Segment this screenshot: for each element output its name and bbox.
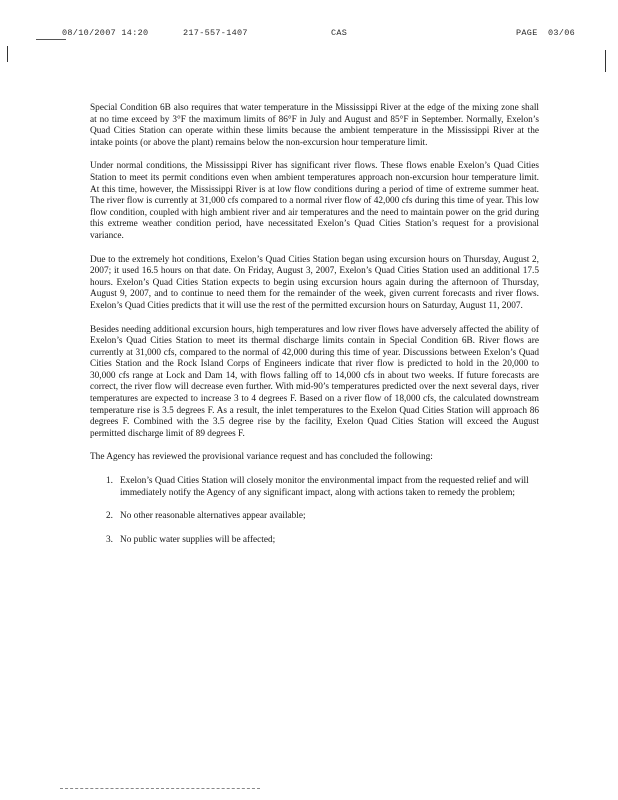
left-edge-mark <box>7 46 8 62</box>
conclusion-list <box>90 476 539 546</box>
fax-datetime: 08/10/2007 14:20 <box>62 28 149 38</box>
paragraph-normal-conditions: Under normal conditions, the Mississippi River has significant river flows. These flows enable Exelon’s Quad Cities Station to meet its permit conditions even when ambient temperatures approach non-excursion hour temperature limit. At this time, however, the Mississippi River is at low flow conditions during a period of time of extreme summer heat. The river flow is currently at 31,000 cfs compared to a normal river flow of 42,000 cfs during this time of year. This low flow condition, coupled with high ambient river and air temperatures and the need to maintain power on the grid during this extreme weather condition period, have necessitated Exelon’s Quad Cities Station’s request for a provisional variance. <box>90 161 539 241</box>
fax-page-number: 03/06 <box>548 28 576 38</box>
paragraph-special-condition: Special Condition 6B also requires that water temperature in the Mississippi River at the edge of the mixing zone shall at no time exceed by 3°F the maximum limits of 86°F in July and August and 85°F in September. Normally, Exelon’s Quad Cities Station can operate within these limits because the ambient temperature in the Mississippi River at the intake points (or above the plant) remains below the non-excursion hour temperature limit. <box>90 103 539 148</box>
list-item-number: 1. <box>106 476 113 487</box>
list-item <box>90 535 539 547</box>
paragraph-hot-conditions: Due to the extremely hot conditions, Exelon’s Quad Cities Station began using excursion hours on Thursday, August 2, 2007; it used 16.5 hours on that date. On Friday, August 3, 2007, Exelon’s Quad Cities Station used an additional 17.5 hours. Exelon’s Quad Cities Station expects to begin using excursion hours again during the afternoon of Thursday, August 9, 2007, and to continue to need them for the remainder of the week, given current forecasts and river flows. Exelon’s Quad Cities predicts that it will use the rest of the permitted excursion hours on Saturday, August 11, 2007. <box>90 254 539 311</box>
list-item-text: No public water supplies will be affected; <box>120 534 276 545</box>
list-item-text: Exelon’s Quad Cities Station will closely monitor the environmental impact from the requested relief and will immediately notify the Agency of any significant impact, along with actions taken to remedy the problem; <box>120 476 529 498</box>
list-item-number: 3. <box>106 534 113 545</box>
fax-page-label: PAGE <box>516 28 538 38</box>
agency-conclusion-intro: The Agency has reviewed the provisional variance request and has concluded the following: <box>90 452 433 463</box>
header-rule <box>36 39 66 40</box>
fax-phone: 217-557-1407 <box>183 28 248 38</box>
paragraph-thermal-limits: Besides needing additional excursion hours, high temperatures and low river flows have adversely affected the ability of Exelon’s Quad Cities Station to meet its thermal discharge limits contain in Special Condition 6B. River flows are currently at 31,000 cfs, compared to the normal of 42,000 during this time of year. Discussions between Exelon’s Quad Cities Station and the Rock Island Corps of Engineers indicate that river flow is predicted to hold in the 20,000 to 30,000 cfs range at Lock and Dam 14, with flows falling off to 14,000 cfs in about two weeks. If future forecasts are correct, the river flow will decrease even further. With mid-90’s temperatures predicted over the next several days, river temperatures are expected to increase 3 to 4 degrees F. Based on a river flow of 18,000 cfs, the calculated downstream temperature rise is 3.5 degrees F. As a result, the inlet temperatures to the Exelon Quad Cities Station will approach 86 degrees F. Combined with the 3.5 degree rise by the facility, Exelon Quad Cities Station will exceed the August permitted discharge limit of 89 degrees F. <box>90 324 539 439</box>
fax-sender: CAS <box>331 28 348 38</box>
footer-scan-artifact <box>60 788 260 791</box>
list-item <box>90 476 539 499</box>
right-edge-mark <box>605 50 606 72</box>
letter-body <box>90 103 539 558</box>
list-item <box>90 511 539 523</box>
list-item-text: No other reasonable alternatives appear available; <box>120 511 306 522</box>
list-item-number: 2. <box>106 511 113 522</box>
fax-header <box>0 28 618 42</box>
